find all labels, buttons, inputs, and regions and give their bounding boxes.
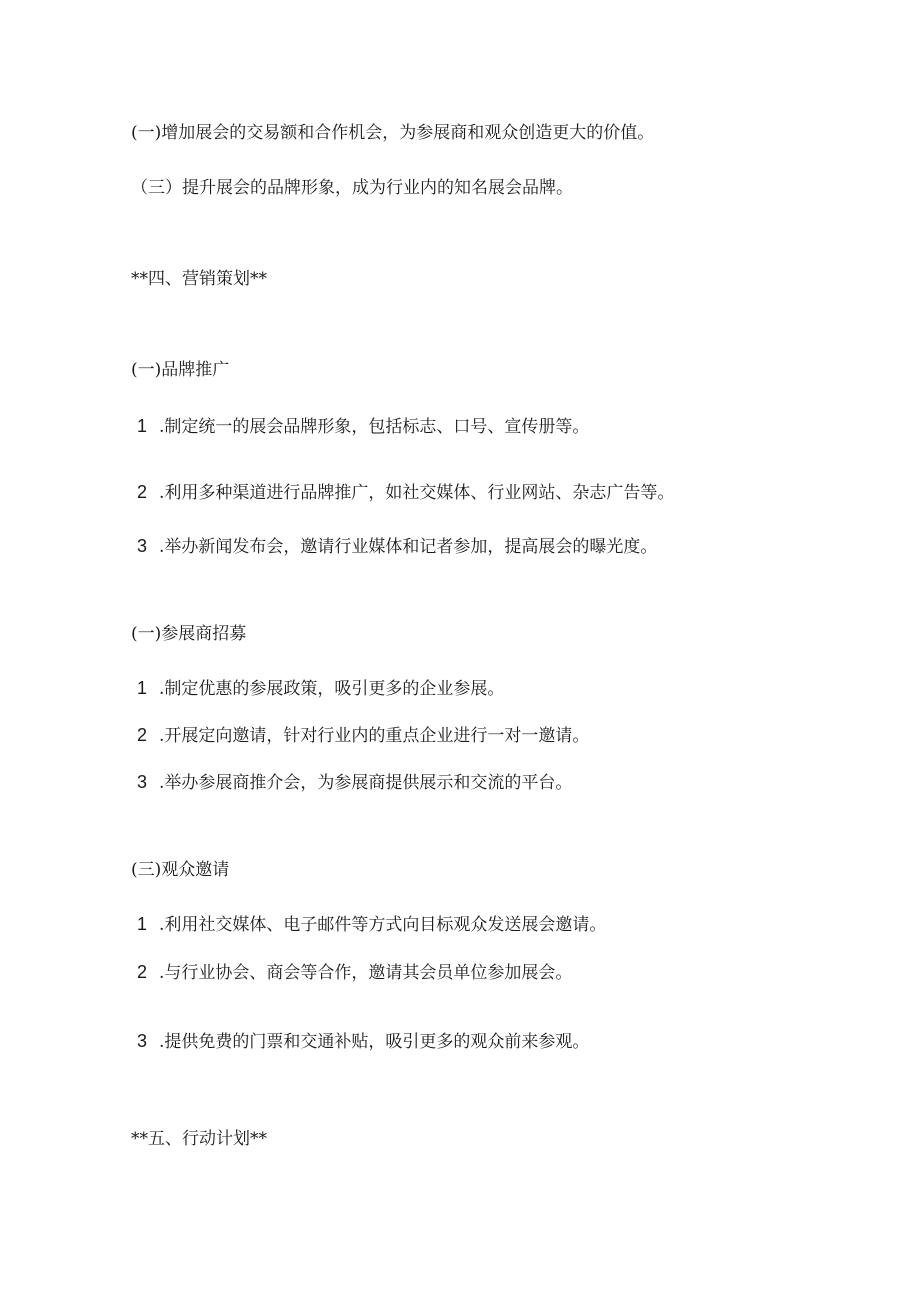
list-item (137, 677, 504, 700)
goal-item-one: (一)增加展会的交易额和合作机会，为参展商和观众创造更大的价值。 (131, 123, 655, 143)
list-item (137, 724, 589, 747)
list-item-number: 2 (137, 962, 148, 982)
list-item-text: .制定优惠的参展政策，吸引更多的企业参展。 (159, 679, 505, 699)
list-item-text: .举办新闻发布会，邀请行业媒体和记者参加，提高展会的曝光度。 (159, 537, 658, 557)
list-item-text: .制定统一的展会品牌形象，包括标志、口号、宣传册等。 (159, 417, 590, 437)
list-item (137, 913, 606, 936)
list-item-text: .举办参展商推介会，为参展商提供展示和交流的平台。 (159, 773, 573, 793)
exhibitor-recruitment-heading: (一)参展商招募 (131, 624, 247, 644)
list-item-text: .利用社交媒体、电子邮件等方式向目标观众发送展会邀请。 (159, 915, 607, 935)
list-item-text: .利用多种渠道进行品牌推广，如社交媒体、行业网站、杂志广告等。 (159, 483, 675, 503)
list-item-text: .开展定向邀请，针对行业内的重点企业进行一对一邀请。 (159, 726, 590, 746)
list-item-number: 3 (137, 772, 148, 792)
list-item (137, 961, 572, 984)
list-item-number: 2 (137, 725, 148, 745)
list-item (137, 415, 589, 438)
list-item-number: 3 (137, 536, 148, 556)
section-four-heading: **四、营销策划** (131, 269, 267, 289)
goal-item-three: （三）提升展会的品牌形象，成为行业内的知名展会品牌。 (131, 178, 573, 198)
list-item (137, 771, 572, 794)
list-item (137, 481, 674, 504)
list-item-text: .提供免费的门票和交通补贴，吸引更多的观众前来参观。 (159, 1032, 590, 1052)
brand-promotion-heading: (一)品牌推广 (131, 360, 230, 380)
list-item (137, 1030, 589, 1053)
list-item-number: 1 (137, 678, 148, 698)
list-item-text: .与行业协会、商会等合作，邀请其会员单位参加展会。 (159, 963, 573, 983)
list-item-number: 3 (137, 1031, 148, 1051)
list-item-number: 1 (137, 416, 148, 436)
list-item (137, 535, 657, 558)
list-item-number: 1 (137, 914, 148, 934)
audience-invitation-heading: (三)观众邀请 (131, 860, 230, 880)
section-five-heading: **五、行动计划** (131, 1129, 267, 1149)
list-item-number: 2 (137, 482, 148, 502)
